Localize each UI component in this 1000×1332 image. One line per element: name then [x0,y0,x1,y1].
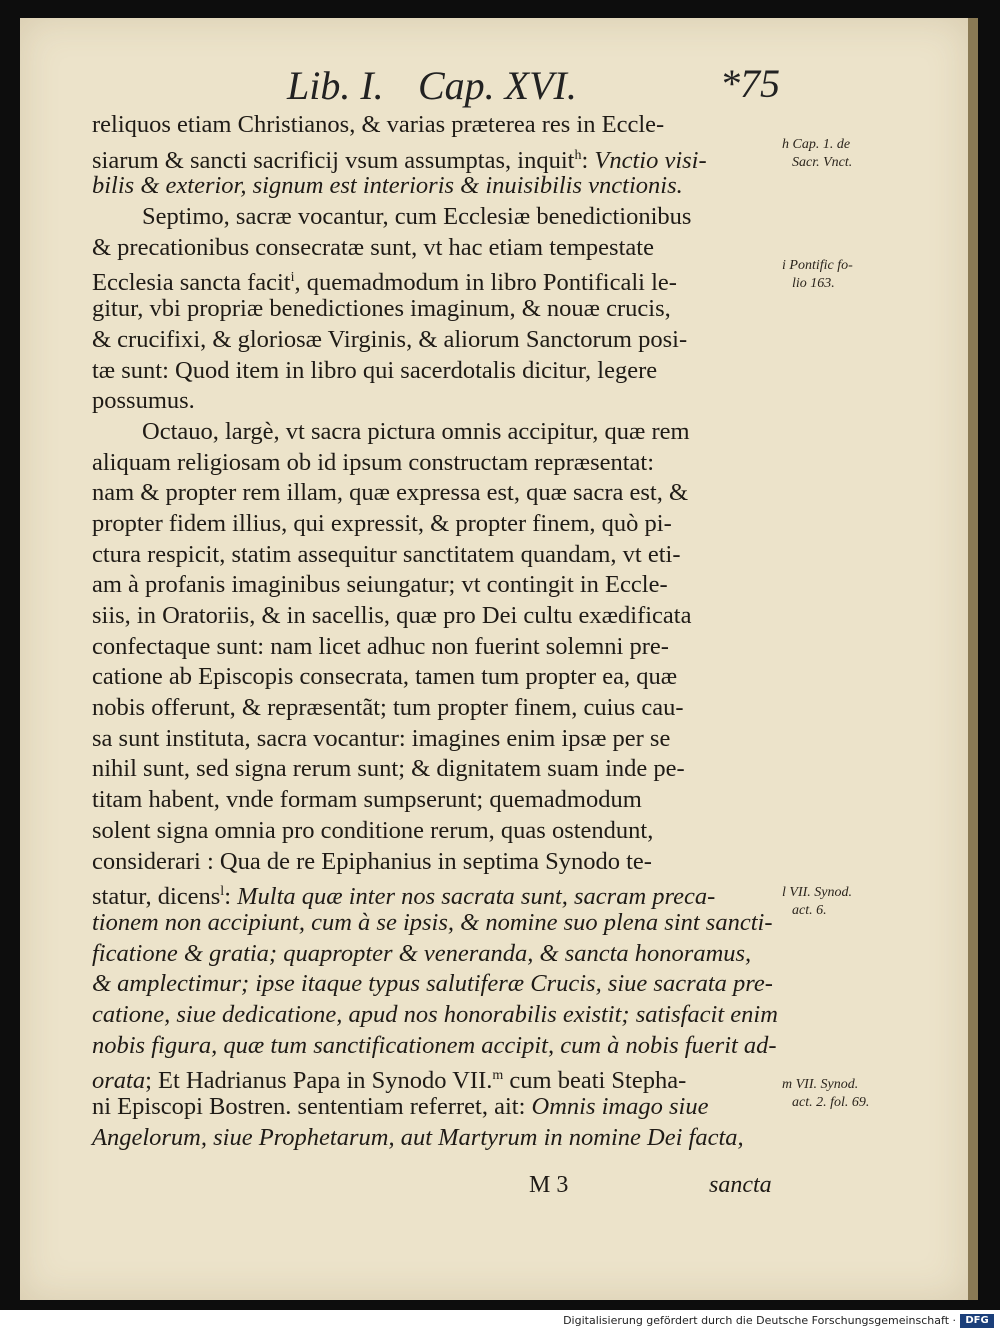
text-line [92,785,782,816]
text-segment: & amplectimur; ipse itaque typus salutiferæ Crucis, siue sacrata pre- [92,970,773,998]
folio-number: *75 [720,61,780,106]
text-segment: nobis figura, quæ tum sanctificationem accipit, cum à nobis fuerit ad- [92,1031,777,1059]
marginal-note [782,136,962,172]
catch-line [20,1172,968,1204]
page-fold-edge [968,18,978,1300]
text-line [92,356,782,387]
text-segment: reliquos etiam Christianos, & varias prætereа res in Eccle- [92,111,665,138]
text-line [92,908,782,939]
text-line [92,847,782,878]
note-reference: l [220,884,225,900]
text-segment: nobis offerunt, & repræsentãt; tum propter finem, cuius cau- [92,694,684,722]
text-segment: statur, dicens [92,883,221,911]
book-number: Lib. I. [287,63,384,108]
text-segment: siarum & sancti sacrificij vsum assumptas, inquit [92,146,575,174]
text-segment: possumus. [92,387,195,415]
text-line [92,693,782,724]
text-segment: catione, siue dedicatione, apud nos honorabilis existit; satisfacit enim [92,1000,778,1028]
text-segment: : [581,146,595,174]
text-segment: Multa quæ inter nos sacrata sunt, sacram preca- [237,883,716,911]
text-line [92,816,782,847]
text-line [92,540,782,571]
marginal-notes [782,18,962,1300]
dfg-logo: DFG [960,1314,994,1328]
funding-credit: Digitalisierung gefördert durch die Deutsche Forschungsgemeinschaft · [563,1314,956,1327]
text-line [92,724,782,755]
chapter-number: Cap. XVI. [418,63,577,108]
signature-mark: M 3 [529,1172,569,1198]
text-segment: & crucifixi, & gloriosæ Virginis, & aliorum Sanctorum posi- [92,325,688,353]
text-line [92,478,782,509]
text-line [92,1061,782,1095]
text-segment: tæ sunt: Quod item in libro qui sacerdotalis dicitur, legere [92,356,658,384]
text-segment: : [224,883,238,911]
text-line [92,202,782,233]
text-segment: tionem non accipiunt, cum à se ipsis, & nomine suo plena sint sancti- [92,908,773,936]
text-line [92,263,782,297]
text-segment: siis, in Oratoriis, & in sacellis, quæ pro Dei cultu exædificata [92,602,692,629]
marginal-note-line: l VII. Synod. [782,885,852,900]
text-segment: am à profanis imaginibus seiungatur; vt contingit in Eccle- [92,571,668,599]
text-line [92,233,782,264]
text-segment: aliquam religiosam ob id ipsum constructam repræsentat: [92,448,655,476]
marginal-note-line: m VII. Synod. [782,1077,859,1092]
text-segment: Octauo, largè, vt sacra pictura omnis accipitur, quæ rem [142,417,690,445]
text-segment: titam habent, vnde formam sumpserunt; quemadmodum [92,786,642,814]
text-line [92,448,782,479]
text-line [92,141,782,172]
text-line [92,509,782,540]
text-segment: Vnctio visi- [594,146,707,174]
marginal-note [782,1076,962,1112]
text-segment: catione ab Episcopis consecrata, tamen tum propter ea, quæ [92,663,678,691]
marginal-note-line: Sacr. Vnct. [792,155,853,170]
text-segment: Septimo, sacræ vocantur, cum Ecclesiæ benedictionibus [142,203,692,231]
text-line [92,939,782,970]
marginal-note [782,257,962,293]
text-segment: & precationibus consecratæ sunt, vt hac etiam tempestate [92,233,654,261]
catchword: sancta [709,1172,772,1198]
text-segment: solent signa omnia pro conditione rerum, quas ostendunt, [92,816,654,844]
text-line [92,1000,782,1031]
text-segment: propter fidem illius, qui expressit, & propter finem, quò pi- [92,509,672,537]
text-line [92,969,782,1000]
text-segment: nihil sunt, sed signa rerum sunt; & dignitatem suam inde pe- [92,755,685,783]
text-segment: ni Episcopi Bostren. sententiam referret, ait: [92,1093,532,1120]
text-line [92,386,782,417]
text-line [92,294,782,325]
text-segment: , quemadmodum in libro Pontificali le- [294,269,677,297]
text-line [92,1031,782,1062]
text-segment: considerari : Qua de re Epiphanius in septima Synodo te- [92,847,652,875]
text-segment: ; Et Hadrianus Papa in Synodo VII. [145,1067,493,1095]
text-segment: bilis & exterior, signum est interioris & inuisibilis vnctionis. [92,172,683,200]
text-line [92,662,782,693]
text-line [92,754,782,785]
marginal-note-line: act. 2. fol. 69. [792,1095,870,1110]
footer-bar [0,1310,1000,1332]
text-line [92,877,782,911]
text-segment: Ecclesia sancta facit [92,269,291,297]
note-reference: h [574,147,582,163]
text-segment: cum beati Stepha- [503,1067,687,1095]
text-segment: confectaque sunt: nam licet adhuc non fuerint solemni pre- [92,632,669,660]
marginal-note-line: lio 163. [792,276,835,291]
book-page [20,18,968,1300]
text-line [92,1123,782,1154]
text-line [92,601,782,632]
text-line [92,171,782,202]
text-segment: ficatione & gratia; quapropter & veneranda, & sancta honoramus, [92,939,752,967]
text-segment: nam & propter rem illam, quæ expressa est, quæ sacra est, & [92,479,689,507]
text-line [92,110,782,141]
text-line [92,1092,782,1123]
marginal-note-line: h Cap. 1. de [782,137,851,152]
text-segment: gitur, vbi propriæ benedictiones imaginum, & nouæ crucis, [92,295,671,323]
text-segment: orata [92,1067,146,1095]
marginal-note-line: act. 6. [792,903,827,918]
text-line [92,325,782,356]
note-reference: i [290,270,295,286]
text-segment: Omnis imago siue [531,1093,709,1120]
marginal-note [782,884,962,920]
text-segment: ctura respicit, statim assequitur sanctitatem quandam, vt eti- [92,540,681,568]
marginal-note-line: i Pontific fo- [782,258,853,273]
text-line [92,417,782,448]
text-segment: sa sunt instituta, sacra vocantur: imagines enim ipsæ per se [92,724,671,752]
text-line [92,632,782,663]
note-reference: m [492,1068,504,1084]
body-text [92,110,782,1153]
text-segment: Angelorum, siue Prophetarum, aut Martyrum in nomine Dei facta, [92,1123,744,1151]
text-line [92,570,782,601]
